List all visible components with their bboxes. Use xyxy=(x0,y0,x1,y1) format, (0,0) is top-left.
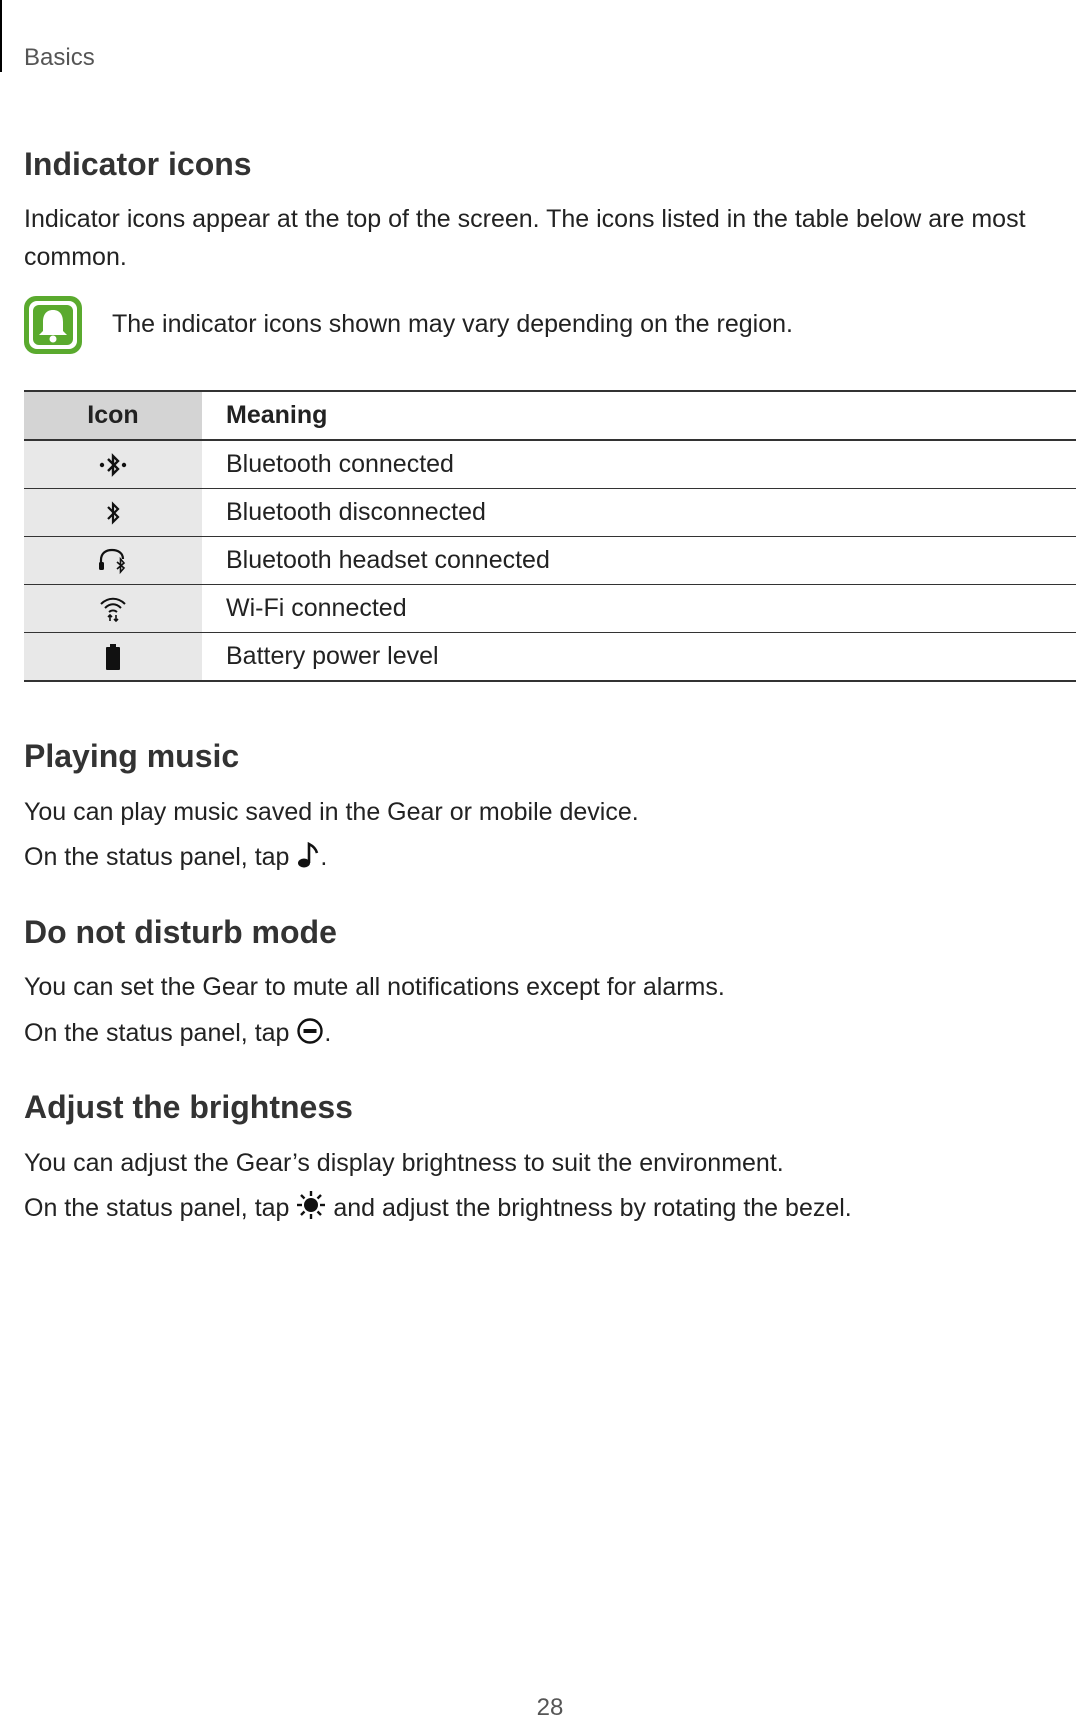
table-header-row xyxy=(24,391,1076,440)
line-text: and adjust the brightness by rotating the bezel. xyxy=(326,1194,852,1222)
table-cell-icon xyxy=(24,489,202,537)
table-row xyxy=(24,537,1076,585)
line-text: On the status panel, tap xyxy=(24,1194,297,1222)
section-title-indicator-icons: Indicator icons xyxy=(24,146,252,182)
table-cell-meaning: Bluetooth disconnected xyxy=(202,489,1076,537)
indicator-icons-intro: Indicator icons appear at the top of the screen. The icons listed in the table below are most common. xyxy=(24,205,1026,271)
section-title-brightness: Adjust the brightness xyxy=(24,1089,353,1125)
brightness-line1: You can adjust the Gear’s display brightness to suit the environment. xyxy=(24,1149,784,1177)
table-cell-meaning: Bluetooth headset connected xyxy=(202,537,1076,585)
line-text: . xyxy=(324,1019,332,1047)
do-not-disturb-line2 xyxy=(24,1014,331,1052)
table-cell-meaning: Bluetooth connected xyxy=(202,440,1076,489)
music-note-icon xyxy=(296,841,320,869)
column-header-icon: Icon xyxy=(24,391,202,440)
running-head: Basics xyxy=(24,44,95,71)
brightness-sun-icon xyxy=(296,1190,326,1220)
page-number: 28 xyxy=(536,1694,564,1721)
table-cell-icon xyxy=(24,585,202,633)
indicator-icons-table xyxy=(24,390,1076,682)
do-not-disturb-line1: You can set the Gear to mute all notifications except for alarms. xyxy=(24,973,725,1001)
note-bell-icon xyxy=(22,294,84,356)
playing-music-line1: You can play music saved in the Gear or mobile device. xyxy=(24,798,639,826)
table-row xyxy=(24,633,1076,682)
line-text: . xyxy=(320,843,328,871)
line-text: On the status panel, tap xyxy=(24,1019,297,1047)
table-row xyxy=(24,489,1076,537)
section-title-playing-music: Playing music xyxy=(24,738,240,774)
bluetooth-connected-icon xyxy=(98,451,128,479)
table-row xyxy=(24,585,1076,633)
column-header-meaning: Meaning xyxy=(202,391,1076,440)
wifi-connected-icon xyxy=(98,595,128,623)
table-cell-icon xyxy=(24,633,202,682)
note-text: The indicator icons shown may vary depending on the region. xyxy=(112,310,793,338)
section-title-do-not-disturb: Do not disturb mode xyxy=(24,914,337,950)
page-edge-line xyxy=(0,0,2,72)
line-text: On the status panel, tap xyxy=(24,843,297,871)
playing-music-line2 xyxy=(24,838,327,876)
table-row xyxy=(24,440,1076,489)
bluetooth-headset-icon xyxy=(97,547,129,575)
table-cell-meaning: Wi-Fi connected xyxy=(202,585,1076,633)
bluetooth-disconnected-icon xyxy=(103,499,123,527)
table-cell-meaning: Battery power level xyxy=(202,633,1076,682)
table-cell-icon xyxy=(24,537,202,585)
table-cell-icon xyxy=(24,440,202,489)
battery-icon xyxy=(104,643,122,671)
brightness-line2 xyxy=(24,1189,852,1227)
do-not-disturb-icon xyxy=(296,1017,324,1045)
